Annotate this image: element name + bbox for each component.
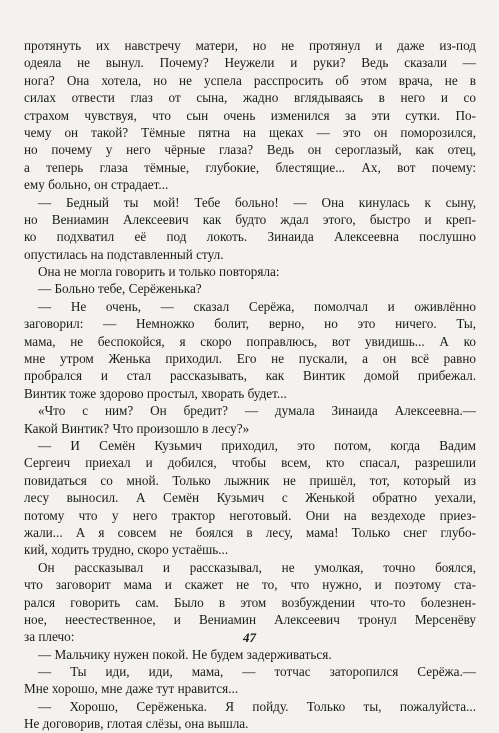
text-line: страхом чувствуя, что сын очень изменился за эти сутки. По- (24, 107, 476, 123)
text-line: повидаться со мной. Только лыжник не пришёл, тот, который из (24, 472, 476, 488)
text-line: но почему у него чёрные глаза? Ведь он сероглазый, как отец, (24, 142, 476, 158)
text-line: а теперь глаза тёмные, глубокие, блестящие... Ах, вот почему: (24, 159, 476, 175)
text-line: ное, неестественное, и Вениамин Алексеевич тронул Мерсенёву (24, 611, 476, 627)
text-line: — Бедный ты мой! Тебе больно! — Она кинулась к сыну, (38, 194, 476, 210)
text-line: Сергеич приехал и добился, чтобы всем, кто спасал, разрешили (24, 455, 476, 471)
text-line: лесу выносил. А Семён Кузьмич с Женькой обратно уехали, (24, 490, 476, 506)
text-line: Он рассказывал и рассказывал, не умолкая, точно боялся, (38, 559, 476, 575)
text-line: — Мальчику нужен покой. Не будем задерживаться. (38, 646, 332, 662)
text-line: опустилась на подставленный стул. (24, 246, 224, 262)
text-line: мама, не беспокойся, я скоро поправлюсь, вот увидишь... А ко (24, 333, 476, 349)
text-line: — Хорошо, Серёженька. Я пойду. Только ты, пожалуйста... (38, 698, 476, 714)
text-line: одеяла не вынул. Почему? Неужели и руки? Ведь сказали — (24, 55, 476, 71)
text-line: — Не очень, — сказал Серёжа, помолчал и оживлённо (38, 298, 476, 314)
page-number: 47 (243, 630, 256, 645)
text-line: что заговорит мама и скажет не то, что нужно, и поэтому ста- (24, 577, 476, 593)
text-line: силах отвести глаз от сына, жадно вглядываясь в него и со (24, 90, 476, 106)
text-line: ко подхватил её под локоть. Зинаида Алексеевна послушно (24, 229, 476, 245)
text-line: «Что с ним? Он бредит? — думала Зинаида Алексеевна.— (38, 403, 476, 419)
text-line: ему больно, он страдает... (24, 177, 169, 193)
text-line: Мне хорошо, мне даже тут нравится... (24, 681, 239, 697)
text-line: рался говорить сам. Было в этом возбуждении что-то болезнен- (24, 594, 476, 610)
text-line: кий, ходить трудно, скоро устаёшь... (24, 542, 229, 558)
text-line: Не договорив, глотая слёзы, она вышла. (24, 716, 249, 732)
text-line: — И Семён Кузьмич приходил, это потом, когда Вадим (38, 437, 476, 453)
text-line: чему он такой? Тёмные пятна на щеках — это он поморозился, (24, 124, 476, 140)
text-line: за плечо: (24, 629, 75, 645)
text-line: — Больно тебе, Серёженька? (38, 281, 202, 297)
page-text (24, 37, 476, 733)
text-line: потому что у него трактор неготовый. Они на вездеходе приез- (24, 507, 476, 523)
text-line: нога? Она хотела, но не успела расспросить об этом врача, не в (24, 72, 476, 88)
text-line: пробрался и стал рассказывать, как Винтик домой прибежал. (24, 368, 476, 384)
text-line: жали... А я совсем не боялся в лесу, мама! Только снег глубо- (24, 524, 476, 540)
text-line: заговорил: — Немножко болит, верно, но это ничего. Ты, (24, 316, 476, 332)
text-line: Какой Винтик? Что произошло в лесу?» (24, 420, 250, 436)
text-line: Она не могла говорить и только повторяла: (38, 264, 280, 280)
text-line: протянуть их навстречу матери, но не протянул и даже из-под (24, 38, 476, 53)
text-line: но Вениамин Алексеевич как будто ждал этого, быстро и креп- (24, 211, 476, 227)
text-line: — Ты иди, иди, мама, — тотчас заторопился Серёжа.— (38, 664, 476, 680)
text-line: мне утром Женька приходил. Его не пускали, а он всё равно (24, 351, 476, 367)
text-line: Винтик тоже здорово простыл, хворать будет... (24, 385, 287, 401)
